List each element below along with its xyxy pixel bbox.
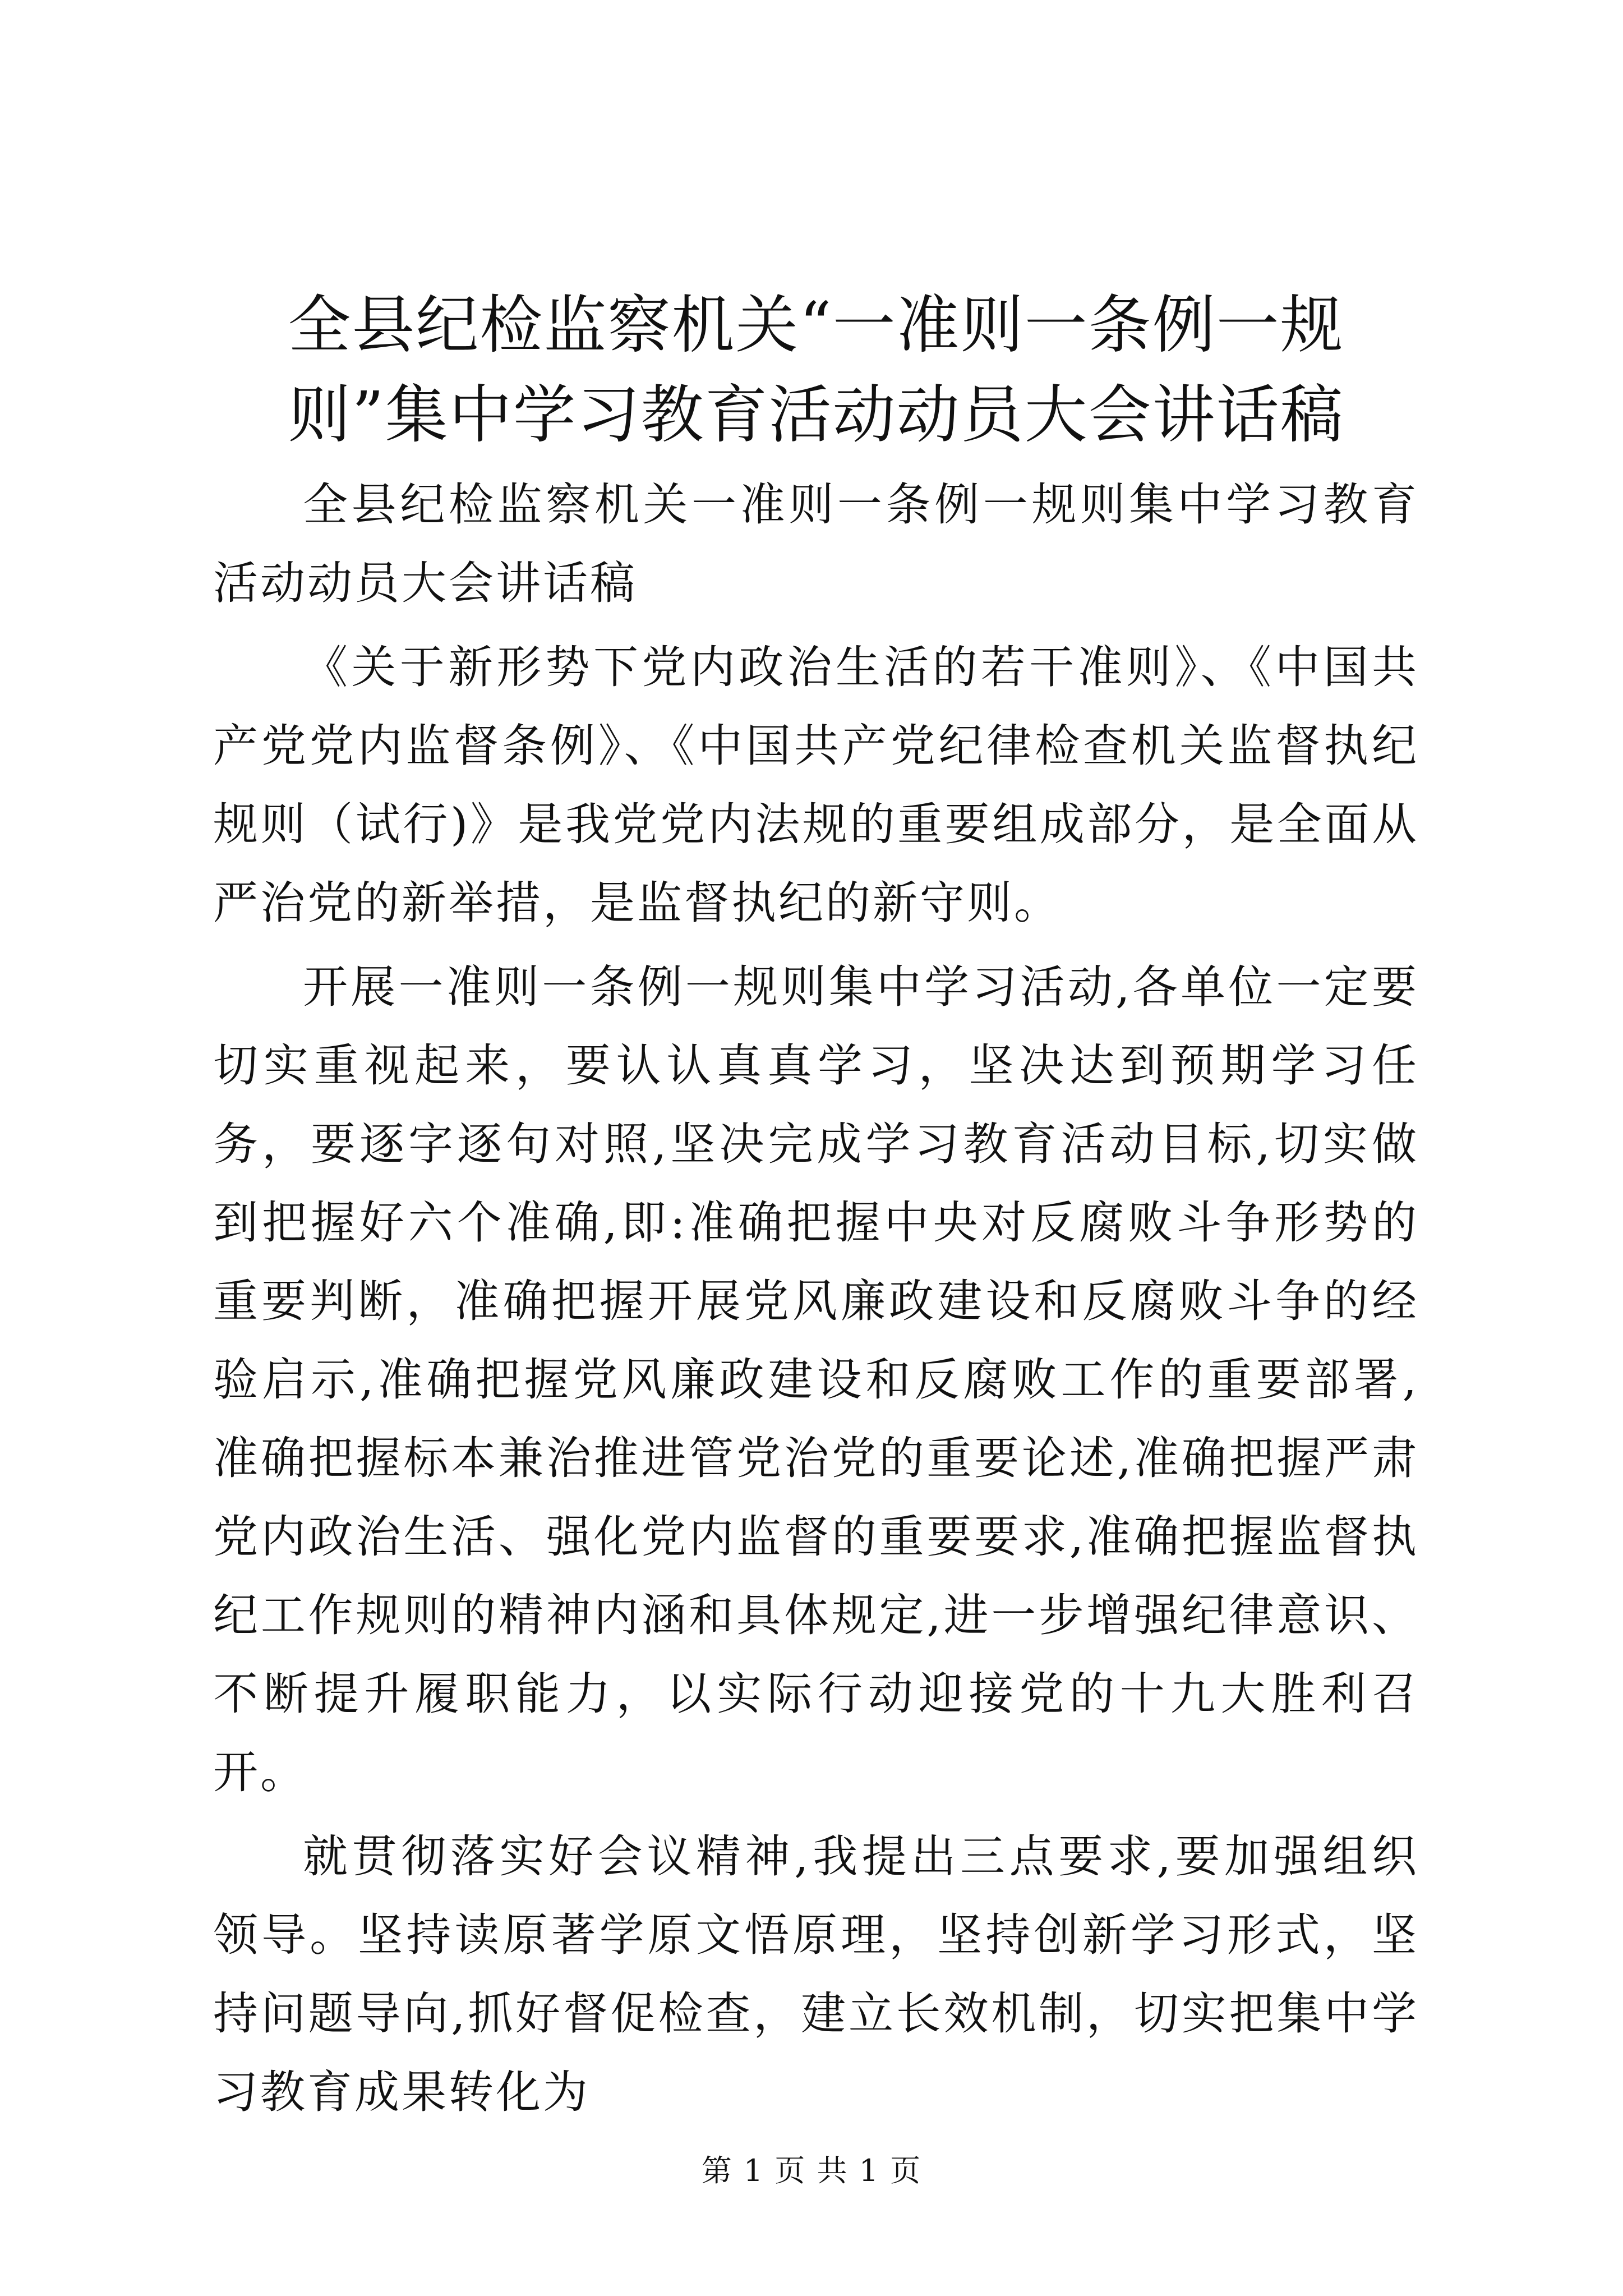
paragraph-subtitle: 全县纪检监察机关一准则一条例一规则集中学习教育活动动员大会讲话稿	[213, 478, 1419, 609]
paragraph-requirements: 就贯彻落实好会议精神,我提出三点要求,要加强组织领导。坚持读原著学原文悟原理，坚持创新学习形式，坚持问题导向,抓好督促检查，建立长效机制，切实把集中学习教育成果转化为	[213, 1830, 1419, 2118]
page-footer: 第 1 页 共 1 页	[701, 2153, 922, 2188]
document-body	[213, 466, 1419, 2137]
document-title: 全县纪检监察机关“一准则一条例一规则”集中学习教育活动动员大会讲话稿	[288, 289, 1344, 452]
paragraph-regulations: 《关于新形势下党内政治生活的若干准则》、《中国共产党党内监督条例》、《中国共产党纪律检查机关监督执纪规则（试行)》是我党党内法规的重要组成部分，是全面从严治党的新举措，是监督执纪的新守则。	[213, 641, 1419, 929]
paragraph-study-activity: 开展一准则一条例一规则集中学习活动,各单位一定要切实重视起来，要认认真真学习，坚决达到预期学习任务，要逐字逐句对照,坚决完成学习教育活动目标,切实做到把握好六个准确,即:准确把握中央对反腐败斗争形势的重要判断，准确把握开展党风廉政建设和反腐败斗争的经验启示,准确把握党风廉政建设和反腐败工作的重要部署,准确把握标本兼治推进管党治党的重要论述,准确把握严肃党内政治生活、强化党内监督的重要要求,准确把握监督执纪工作规则的精神内涵和具体规定,进一步增强纪律意识、不断提升履职能力，以实际行动迎接党的十九大胜利召开。	[213, 961, 1419, 1798]
